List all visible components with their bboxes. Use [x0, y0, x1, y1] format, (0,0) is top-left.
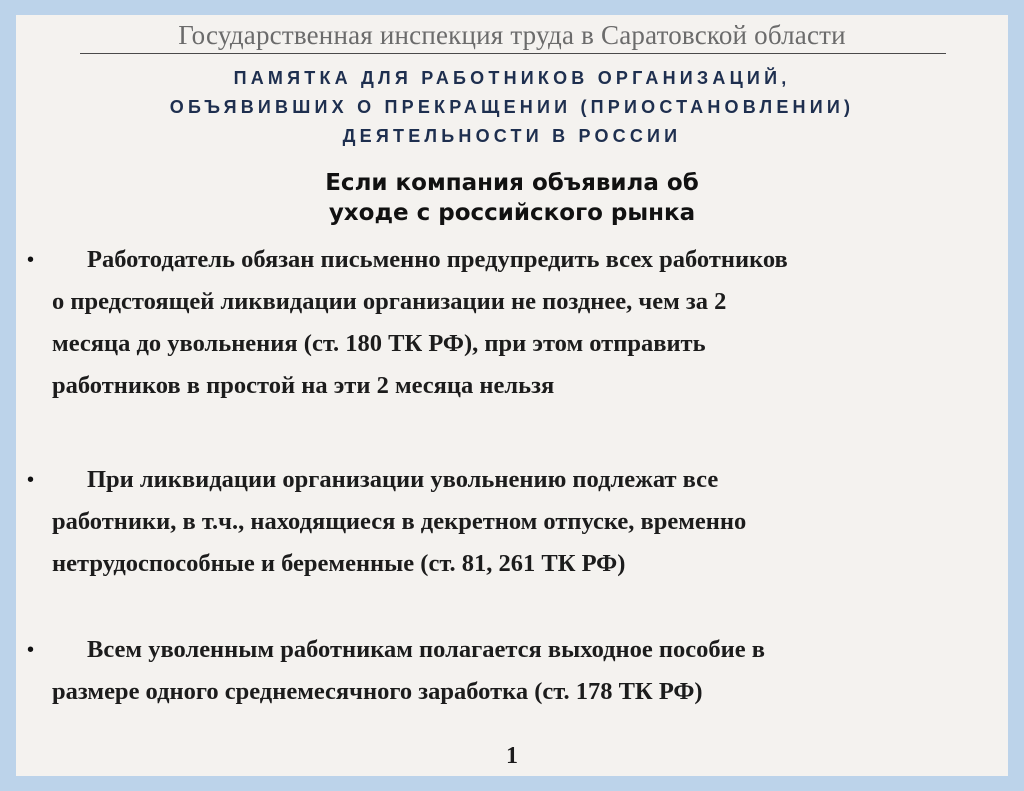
bullet-text-line: работники, в т.ч., находящиеся в декретном отпуске, временно — [52, 508, 747, 535]
memo-title-line: ДЕЯТЕЛЬНОСТИ В РОССИИ — [342, 126, 682, 146]
header-divider — [80, 53, 946, 54]
bullet-point-icon: • — [27, 249, 35, 271]
bullet-text-line: Всем уволенным работникам полагается выходное пособие в — [87, 636, 765, 663]
bullet-point-icon: • — [27, 639, 35, 661]
bullet-text-line: размере одного среднемесячного заработка (ст. 178 ТК РФ) — [52, 678, 703, 705]
memo-page — [16, 15, 1008, 776]
bullet-text-line: Работодатель обязан письменно предупредить всех работников — [87, 246, 788, 273]
bullet-text-line: работников в простой на эти 2 месяца нельзя — [52, 372, 555, 399]
memo-title-line: ОБЪЯВИВШИХ О ПРЕКРАЩЕНИИ (ПРИОСТАНОВЛЕНИИ) — [169, 97, 855, 117]
bullet-text-line: месяца до увольнения (ст. 180 ТК РФ), при этом отправить — [52, 330, 706, 357]
section-heading-line: уходе с российского рынка — [328, 200, 696, 226]
page-number: 1 — [506, 743, 518, 769]
bullet-text-line: При ликвидации организации увольнению подлежат все — [87, 466, 719, 493]
memo-title-line: ПАМЯТКА ДЛЯ РАБОТНИКОВ ОРГАНИЗАЦИЙ, — [233, 68, 791, 88]
organization-header: Государственная инспекция труда в Саратовской области — [178, 20, 846, 50]
bullet-point-icon: • — [27, 469, 35, 491]
bullet-text-line: о предстоящей ликвидации организации не позднее, чем за 2 — [52, 288, 727, 315]
section-heading-line: Если компания объявила об — [325, 170, 699, 196]
memo-title — [16, 64, 1008, 151]
section-heading — [16, 168, 1008, 228]
bullet-text-line: нетрудоспособные и беременные (ст. 81, 261 ТК РФ) — [52, 550, 626, 577]
